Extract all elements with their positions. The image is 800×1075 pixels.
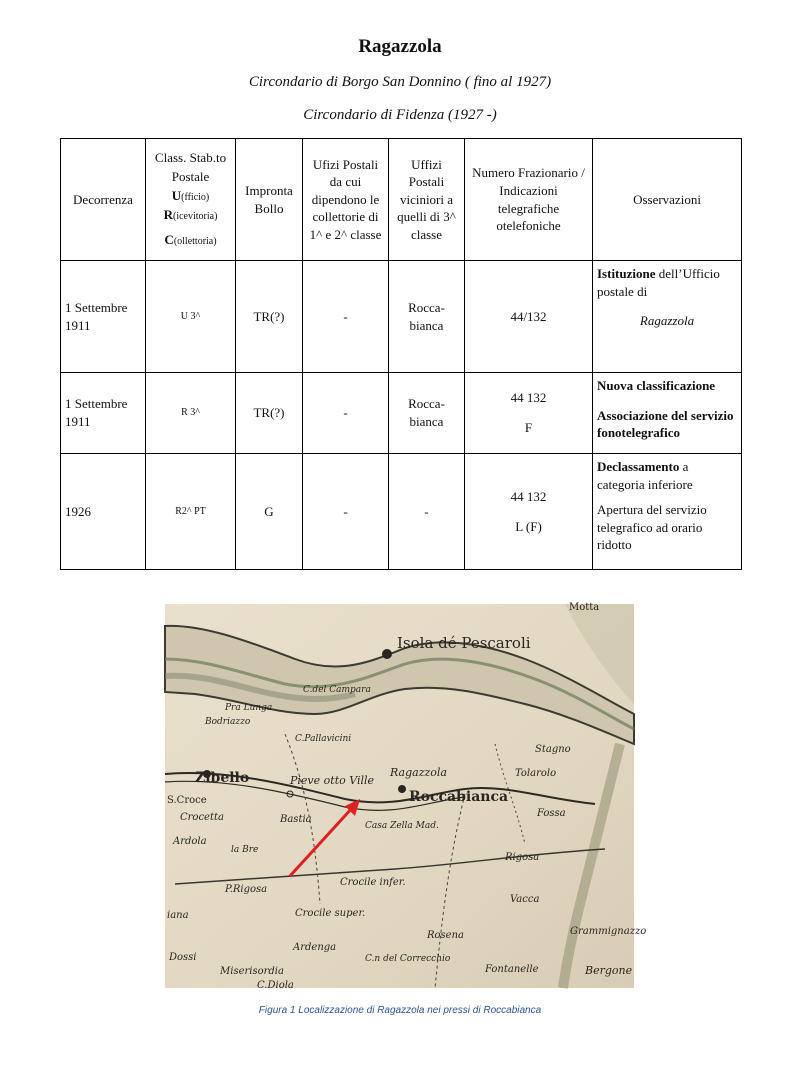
cell-impronta: TR(?) (236, 373, 303, 454)
label-ragazzola: Ragazzola (390, 766, 447, 779)
label-crocile-infer: Crocile infer. (340, 877, 406, 888)
label-rosena: Rosena (427, 930, 465, 941)
label-pieve: Pieve otto Ville (290, 774, 375, 787)
label-bergone: Bergone (585, 964, 633, 977)
cell-decorrenza: 1926 (61, 454, 146, 570)
table-row (61, 454, 742, 570)
label-roccabianca: Roccabianca (409, 789, 509, 805)
label-isola: Isola dé Pescaroli (397, 634, 531, 652)
label-crocetta: Crocetta (180, 812, 224, 823)
header-classificazione: Class. Stab.to Postale U(fficio) R(icevitoria) C(ollettoria) (146, 139, 236, 261)
label-campara: C.del Campara (303, 685, 371, 695)
label-correcchio: C.n del Correcchio (365, 954, 451, 964)
label-fossa: Fossa (537, 808, 566, 819)
label-pallavicini: C.Pallavicini (295, 734, 352, 744)
label-dossi: Dossi (169, 952, 197, 963)
label-crocile-super: Crocile super. (295, 908, 366, 919)
subtitle-fidenza: Circondario di Fidenza (1927 -) (303, 107, 497, 123)
cell-ufizi: - (303, 261, 389, 373)
label-labre: la Bre (231, 845, 259, 855)
label-diola: C.Diola (257, 980, 294, 991)
marker-isola (382, 649, 392, 659)
label-bastia: Bastia (280, 814, 312, 825)
cell-decorrenza: 1 Settembre 1911 (61, 261, 146, 373)
label-lunga: Pra Lunga (225, 703, 273, 713)
table-row (61, 373, 742, 454)
header-impronta: Impronta Bollo (236, 139, 303, 261)
label-ardenga: Ardenga (293, 942, 337, 953)
label-miserisordia: Miserisordia (220, 966, 284, 977)
header-ufizi: Ufizi Postali da cui dipendono le collettorie di 1^ e 2^ classe (303, 139, 389, 261)
label-scroce: S.Croce (167, 795, 207, 806)
header-numero: Numero Frazionario / Indicazioni telegrafiche otelefoniche (465, 139, 593, 261)
cell-class: R 3^ (146, 373, 236, 454)
cell-impronta: G (236, 454, 303, 570)
cell-osservazioni: Nuova classificazione Associazione del servizio fonotelegrafico (593, 373, 742, 454)
cell-impronta: TR(?) (236, 261, 303, 373)
label-iana: iana (167, 910, 189, 921)
label-motta: Motta (569, 602, 600, 613)
figure-caption: Figura 1 Localizzazione di Ragazzola nei pressi di Roccabianca (258, 1005, 542, 1016)
label-fontanelle: Fontanelle (485, 964, 539, 975)
postal-history-table (60, 138, 742, 570)
cell-ufizi: - (303, 373, 389, 454)
subtitle-borgo: Circondario di Borgo San Donnino ( fino al 1927) (248, 74, 552, 90)
label-tolarolo: Tolarolo (515, 768, 557, 779)
marker-roccabianca (398, 785, 406, 793)
table-row (61, 261, 742, 373)
label-rigosa1: P.Rigosa (225, 884, 268, 895)
page-title: Ragazzola (358, 36, 442, 57)
label-ardola: Ardola (173, 836, 207, 847)
historic-map (165, 602, 647, 991)
label-bodriazzo: Bodriazzo (205, 717, 251, 727)
table-header-row (61, 139, 742, 261)
cell-ufizi: - (303, 454, 389, 570)
cell-numero: 44/132 (465, 261, 593, 373)
header-osservazioni: Osservazioni (593, 139, 742, 261)
header-uffizi: Uffizi Postali viciniori a quelli di 3^ classe (389, 139, 465, 261)
cell-uffizi: Rocca- bianca (389, 261, 465, 373)
cell-osservazioni: Istituzione dell’Ufficio postale di Ragazzola (593, 261, 742, 373)
label-zibello: Zibello (195, 770, 250, 786)
cell-class: U 3^ (146, 261, 236, 373)
label-stagno: Stagno (535, 744, 571, 755)
cell-numero: 44 132 L (F) (465, 454, 593, 570)
label-rigosa2: Rigosa (505, 852, 540, 863)
label-grammignazzo: Grammignazzo (570, 926, 647, 937)
label-vacca: Vacca (510, 894, 540, 905)
cell-numero: 44 132 F (465, 373, 593, 454)
cell-uffizi: Rocca- bianca (389, 373, 465, 454)
cell-decorrenza: 1 Settembre 1911 (61, 373, 146, 454)
cell-uffizi: - (389, 454, 465, 570)
cell-osservazioni: Declassamento a categoria inferiore Apertura del servizio telegrafico ad orario ridotto (593, 454, 742, 570)
header-decorrenza: Decorrenza (61, 139, 146, 261)
cell-class: R2^ PT (146, 454, 236, 570)
label-casazella: Casa Zella Mad. (365, 821, 439, 831)
